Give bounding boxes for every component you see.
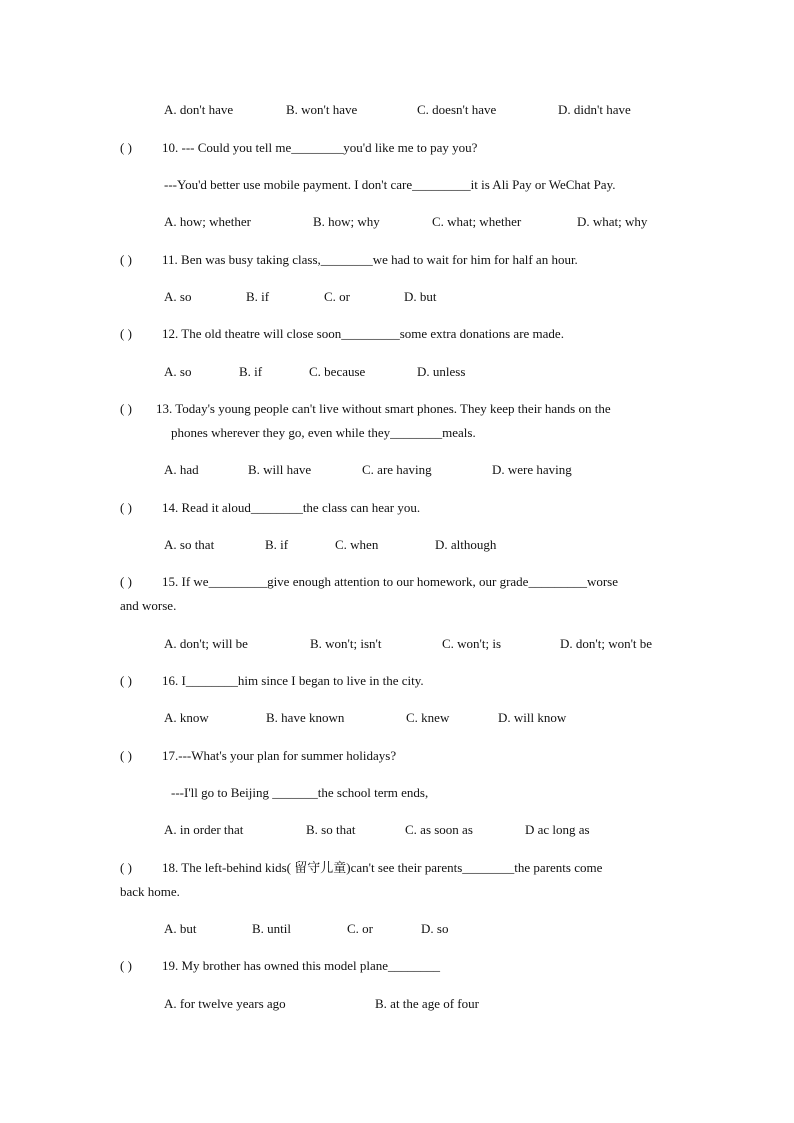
option-c: C. knew: [406, 710, 450, 725]
answer-blank[interactable]: ( ): [120, 574, 132, 589]
question-stem: 19. My brother has owned this model plane________: [162, 958, 441, 973]
answer-blank[interactable]: ( ): [120, 500, 132, 515]
option-c: C. or: [324, 289, 350, 304]
option-c: C. what; whether: [432, 214, 522, 229]
option-b: B. so that: [306, 822, 356, 837]
option-c: C. because: [309, 364, 366, 379]
option-d: D. will know: [498, 710, 567, 725]
question-stem-continued: and worse.: [120, 598, 177, 613]
question-stem: 14. Read it aloud________the class can hear you.: [162, 500, 421, 515]
option-b: B. have known: [266, 710, 345, 725]
option-c: C. as soon as: [405, 822, 473, 837]
question-stem-continued: phones wherever they go, even while they________meals.: [171, 425, 476, 440]
option-a: A. so: [164, 364, 192, 379]
option-b: B. until: [252, 921, 292, 936]
option-b: B. if: [239, 364, 263, 379]
option-a: A. know: [164, 710, 209, 725]
option-d: D. unless: [417, 364, 466, 379]
option-b: B. how; why: [313, 214, 380, 229]
question-stem: 10. --- Could you tell me________you'd like me to pay you?: [162, 140, 478, 155]
answer-blank[interactable]: ( ): [120, 252, 132, 267]
option-c: C. or: [347, 921, 373, 936]
option-d: D. so: [421, 921, 449, 936]
option-b: B. at the age of four: [375, 996, 479, 1011]
option-a: A. how; whether: [164, 214, 252, 229]
option-d: D. but: [404, 289, 437, 304]
answer-blank[interactable]: ( ): [120, 140, 132, 155]
option-a: A. don't have: [164, 102, 234, 117]
option-b: B. if: [246, 289, 270, 304]
question-stem: 18. The left-behind kids( 留守儿童)can't see their parents________the parents come: [162, 860, 603, 875]
question-stem: 11. Ben was busy taking class,________we had to wait for him for half an hour.: [162, 252, 578, 267]
question-stem: 16. I________him since I began to live in the city.: [162, 673, 424, 688]
option-c: C. doesn't have: [417, 102, 497, 117]
answer-blank[interactable]: ( ): [120, 326, 132, 341]
option-d: D. were having: [492, 462, 572, 477]
option-b: B. won't have: [286, 102, 358, 117]
option-d: D ac long as: [525, 822, 590, 837]
answer-blank[interactable]: ( ): [120, 748, 132, 763]
answer-blank[interactable]: ( ): [120, 860, 132, 875]
answer-blank[interactable]: ( ): [120, 958, 132, 973]
option-d: D. don't; won't be: [560, 636, 653, 651]
answer-blank[interactable]: ( ): [120, 401, 132, 416]
option-b: B. won't; isn't: [310, 636, 382, 651]
answer-blank[interactable]: ( ): [120, 673, 132, 688]
question-stem: 12. The old theatre will close soon_________some extra donations are made.: [162, 326, 564, 341]
option-b: B. if: [265, 537, 289, 552]
option-d: D. although: [435, 537, 497, 552]
option-a: A. so: [164, 289, 192, 304]
option-b: B. will have: [248, 462, 312, 477]
question-stem: 17.---What's your plan for summer holidays?: [162, 748, 397, 763]
option-a: A. but: [164, 921, 197, 936]
question-stem-continued: back home.: [120, 884, 180, 899]
question-stem: 15. If we_________give enough attention to our homework, our grade_________worse: [162, 574, 618, 589]
option-c: C. when: [335, 537, 379, 552]
option-a: A. so that: [164, 537, 215, 552]
option-d: D. what; why: [577, 214, 648, 229]
option-c: C. are having: [362, 462, 432, 477]
option-c: C. won't; is: [442, 636, 502, 651]
question-stem: 13. Today's young people can't live without smart phones. They keep their hands on the: [156, 401, 611, 416]
question-stem-continued: ---You'd better use mobile payment. I don't care_________it is Ali Pay or WeChat Pay.: [164, 177, 616, 192]
option-a: A. for twelve years ago: [164, 996, 286, 1011]
option-a: A. don't; will be: [164, 636, 248, 651]
question-stem-continued: ---I'll go to Beijing _______the school term ends,: [171, 785, 429, 800]
option-a: A. in order that: [164, 822, 244, 837]
option-a: A. had: [164, 462, 199, 477]
option-d: D. didn't have: [558, 102, 631, 117]
